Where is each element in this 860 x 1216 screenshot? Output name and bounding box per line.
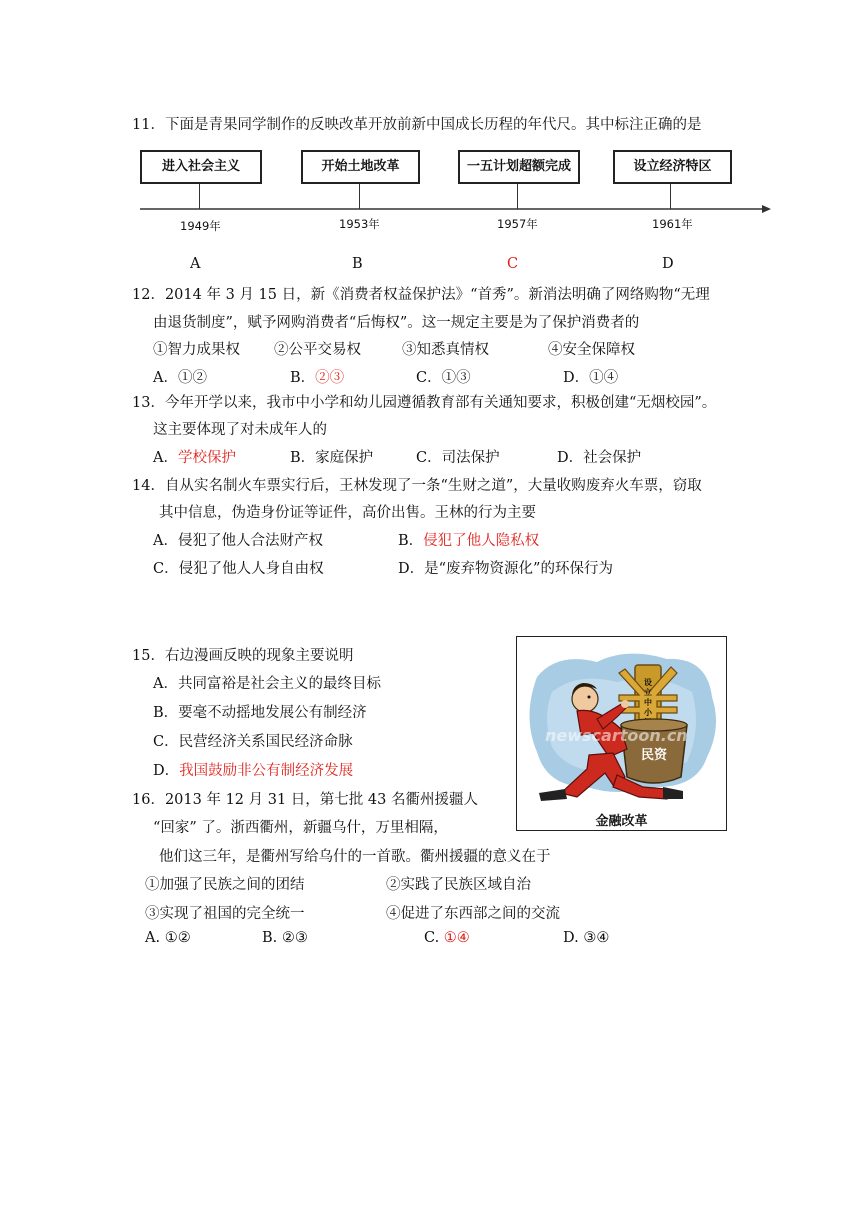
q13-stem-line2: 这主要体现了对未成年人的 xyxy=(153,422,327,438)
q15-option-a: A．共同富裕是社会主义的最终目标 xyxy=(153,676,381,692)
q16-option-b: B. ②③ xyxy=(262,930,308,946)
timeline-year-3: 1957年 xyxy=(497,217,538,231)
q15-option-d xyxy=(153,759,353,780)
q14-option-c: C．侵犯了他人人身自由权 xyxy=(153,561,324,577)
q12-option-c: C．①③ xyxy=(416,370,471,386)
q16-option-c-answer: ①④ xyxy=(443,930,470,946)
q15-stem: 15．右边漫画反映的现象主要说明 xyxy=(132,648,354,664)
q11-stem: 11．下面是青果同学制作的反映改革开放前新中国成长历程的年代尺。其中标注正确的是 xyxy=(132,117,702,133)
cartoon-illustration xyxy=(517,637,726,830)
q15-option-b: B．要毫不动摇地发展公有制经济 xyxy=(153,705,367,721)
q12-item-4: ④安全保障权 xyxy=(548,342,635,358)
q16-stem-line3: 他们这三年，是衢州写给乌什的一首歌。衢州援疆的意义在于 xyxy=(159,849,551,865)
q12-option-a: A．①② xyxy=(153,370,207,386)
q15-option-c: C．民营经济关系国民经济命脉 xyxy=(153,734,353,750)
cartoon-image xyxy=(516,636,727,831)
q14-stem-line1: 14．自从实名制火车票实行后，王林发现了一条“生财之道”，大量收购废弃火车票，窃取 xyxy=(132,478,702,494)
q14-option-b-label: B． xyxy=(398,533,424,549)
q16-stem-line2: “回家” 了。浙西衢州，新疆乌什，万里相隔， xyxy=(153,820,448,836)
timeline-year-4: 1961年 xyxy=(652,217,693,231)
q12-stem-line1: 12．2014 年 3 月 15 日，新《消费者权益保护法》“首秀”。新消法明确了网络购物“无理 xyxy=(132,287,710,303)
q13-option-a-label: A． xyxy=(153,450,178,466)
q12-option-b-answer: ②③ xyxy=(315,370,345,386)
timeline-event-2: 开始土地改革 xyxy=(301,150,420,184)
q16-option-c xyxy=(424,930,470,946)
cartoon-sign-text-2: 立 xyxy=(644,688,652,697)
q11-option-d: D xyxy=(662,256,674,272)
q12-option-d: D．①④ xyxy=(563,370,619,386)
q13-stem-line1: 13．今年开学以来，我市中小学和幼儿园遵循教育部有关通知要求，积极创建“无烟校园”。 xyxy=(132,395,717,411)
q12-option-b-label: B． xyxy=(290,370,316,386)
cartoon-sign-text-1: 设 xyxy=(644,678,652,687)
q14-stem-line2: 其中信息，伪造身份证等证件，高价出售。王林的行为主要 xyxy=(159,505,536,521)
q13-option-b: B．家庭保护 xyxy=(290,450,374,466)
q16-stem-line1: 16．2013 年 12 月 31 日，第七批 43 名衢州援疆人 xyxy=(132,792,478,808)
q16-item-4: ④促进了东西部之间的交流 xyxy=(386,906,560,922)
q13-option-a xyxy=(153,446,236,467)
timeline-axis-arrow xyxy=(140,203,772,215)
q12-item-2: ②公平交易权 xyxy=(274,342,361,358)
q14-option-a: A．侵犯了他人合法财产权 xyxy=(153,533,323,549)
cartoon-sign-text-4: 小 xyxy=(644,708,652,717)
q14-option-d: D．是“废弃物资源化”的环保行为 xyxy=(398,561,613,577)
q11-option-a: A xyxy=(190,256,201,272)
q11-option-b: B xyxy=(352,256,363,272)
timeline-event-3: 一五计划超额完成 xyxy=(458,150,580,184)
q16-item-3: ③实现了祖国的完全统一 xyxy=(145,906,305,922)
cartoon-watermark: newscartoon.cn xyxy=(545,726,688,745)
q12-option-b xyxy=(290,366,344,387)
q12-stem-line2: 由退货制度”，赋予网购消费者“后悔权”。这一规定主要是为了保护消费者的 xyxy=(153,315,640,331)
q11-option-c-answer: C xyxy=(507,256,519,272)
q12-item-1: ①智力成果权 xyxy=(153,342,240,358)
q16-option-a: A. ①② xyxy=(145,930,191,946)
q14-option-b xyxy=(398,529,539,550)
q15-option-d-label: D． xyxy=(153,763,180,779)
timeline-event-1: 进入社会主义 xyxy=(140,150,262,184)
timeline-event-4: 设立经济特区 xyxy=(613,150,732,184)
q16-item-1: ①加强了民族之间的团结 xyxy=(145,877,305,893)
cartoon-bag-label: 民资 xyxy=(640,748,668,763)
timeline-year-2: 1953年 xyxy=(339,217,380,231)
q14-option-b-answer: 侵犯了他人隐私权 xyxy=(423,533,540,549)
cartoon-caption: 金融改革 xyxy=(595,814,648,829)
q16-option-d: D. ③④ xyxy=(563,930,610,946)
q15-option-d-answer: 我国鼓励非公有制经济发展 xyxy=(179,763,354,779)
timeline-year-1: 1949年 xyxy=(180,219,221,233)
q16-option-c-label: C. xyxy=(424,930,440,946)
cartoon-sign-text-3: 中 xyxy=(644,698,652,707)
q13-option-c: C．司法保护 xyxy=(416,450,500,466)
q13-option-a-answer: 学校保护 xyxy=(177,450,236,466)
q16-item-2: ②实践了民族区域自治 xyxy=(386,877,531,893)
q12-item-3: ③知悉真情权 xyxy=(402,342,489,358)
q13-option-d: D．社会保护 xyxy=(557,450,642,466)
